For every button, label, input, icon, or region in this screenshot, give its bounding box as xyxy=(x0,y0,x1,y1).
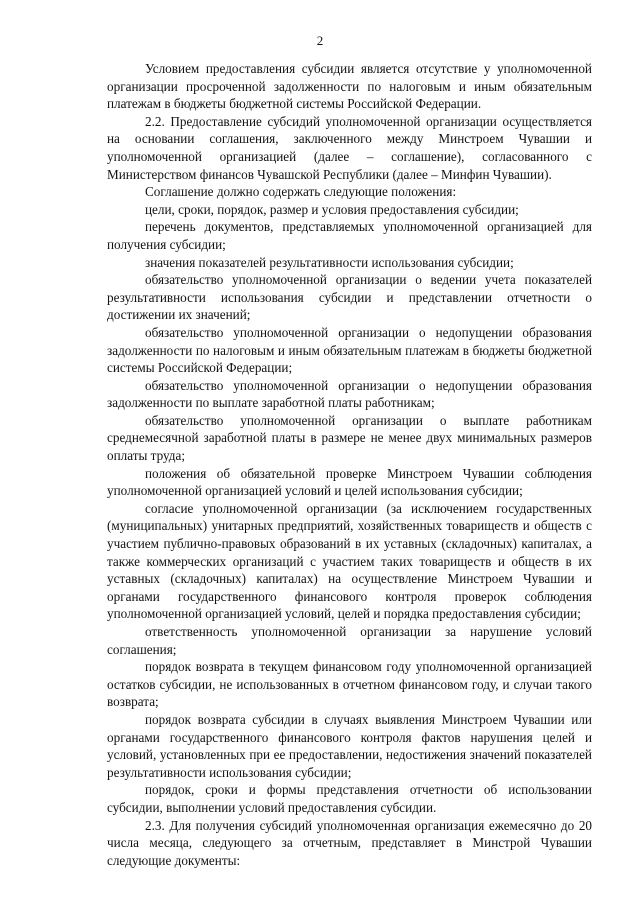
paragraph-agreement-intro: Соглашение должно содержать следующие положения: xyxy=(145,184,457,200)
paragraph-return-remainder: порядок возврата в текущем финансовом году уполномоченной организацией остатков субсидии, не использованных в отчетном финансовом году, и случаи такого возврата; xyxy=(107,659,592,710)
paragraph-responsibility: ответственность уполномоченной организации за нарушение условий соглашения; xyxy=(107,624,592,657)
paragraph-2-2: 2.2. Предоставление субсидий уполномоченной организации осуществляется на основании соглашения, заключенного между Минстроем Чувашии и уполномоченной организацией (далее – соглашение), согласованного с Министерством финансов Чувашской Республики (далее – Минфин Чувашии). xyxy=(107,113,592,182)
paragraph-reporting: порядок, сроки и формы представления отчетности об использовании субсидии, выполнении условий предоставления субсидии. xyxy=(107,782,592,815)
paragraph-accounting-obligation: обязательство уполномоченной организации о ведении учета показателей результативности использования субсидии и представлении отчетности о достижении их значений; xyxy=(107,272,592,323)
paragraph-documents-list: перечень документов, представляемых уполномоченной организацией для получения субсидии; xyxy=(107,219,592,252)
paragraph-2-3: 2.3. Для получения субсидий уполномоченная организация ежемесячно до 20 числа месяца, следующего за отчетным, представляет в Минстрой Чувашии следующие документы: xyxy=(107,817,592,868)
paragraph-mandatory-check: положения об обязательной проверке Минстроем Чувашии соблюдения уполномоченной организацией условий и целей использования субсидии; xyxy=(107,465,592,499)
paragraph-wage-debt-obligation: обязательство уполномоченной организации о недопущении образования задолженности по выплате заработной платы работникам; xyxy=(107,377,592,411)
paragraph-goals-terms: цели, сроки, порядок, размер и условия предоставления субсидии; xyxy=(145,201,519,217)
paragraph-tax-debt-obligation: обязательство уполномоченной организации о недопущении образования задолженности по налоговым и иным обязательным платежам в бюджеты бюджетной системы Российской Федерации; xyxy=(107,324,592,376)
paragraph-min-wage-obligation: обязательство уполномоченной организации о выплате работникам среднемесячной заработной платы в размере не менее двух минимальных размеров оплаты труда; xyxy=(107,412,592,464)
page-number: 2 xyxy=(316,33,324,48)
paragraph-inspection-consent: согласие уполномоченной организации (за исключением государственных (муниципальных) унитарных предприятий, хозяйственных товариществ и обществ с участием публично-правовых образований в их уставных (складочных) капиталах, а также коммерческих организаций с участием таких товариществ и обществ в их уставных (складочных) капиталах) на осуществление Минстроем Чувашии и органами государственного финансового контроля проверок соблюдения уполномоченной организацией условий, целей и порядка предоставления субсидии; xyxy=(107,500,592,622)
paragraph-subsidy-condition: Условием предоставления субсидии является отсутствие у уполномоченной организации просроченной задолженности по налоговым и иным обязательным платежам в бюджеты бюджетной системы Российской Федерации. xyxy=(107,61,592,112)
paragraph-performance-indicators: значения показателей результативности использования субсидии; xyxy=(145,254,514,270)
document-body xyxy=(107,60,592,869)
paragraph-return-violation: порядок возврата субсидии в случаях выявления Минстроем Чувашии или органами государственного финансового контроля фактов нарушения целей и условий, установленных при ее предоставлении, недостижения значений показателей результативности использования субсидии; xyxy=(107,711,592,780)
